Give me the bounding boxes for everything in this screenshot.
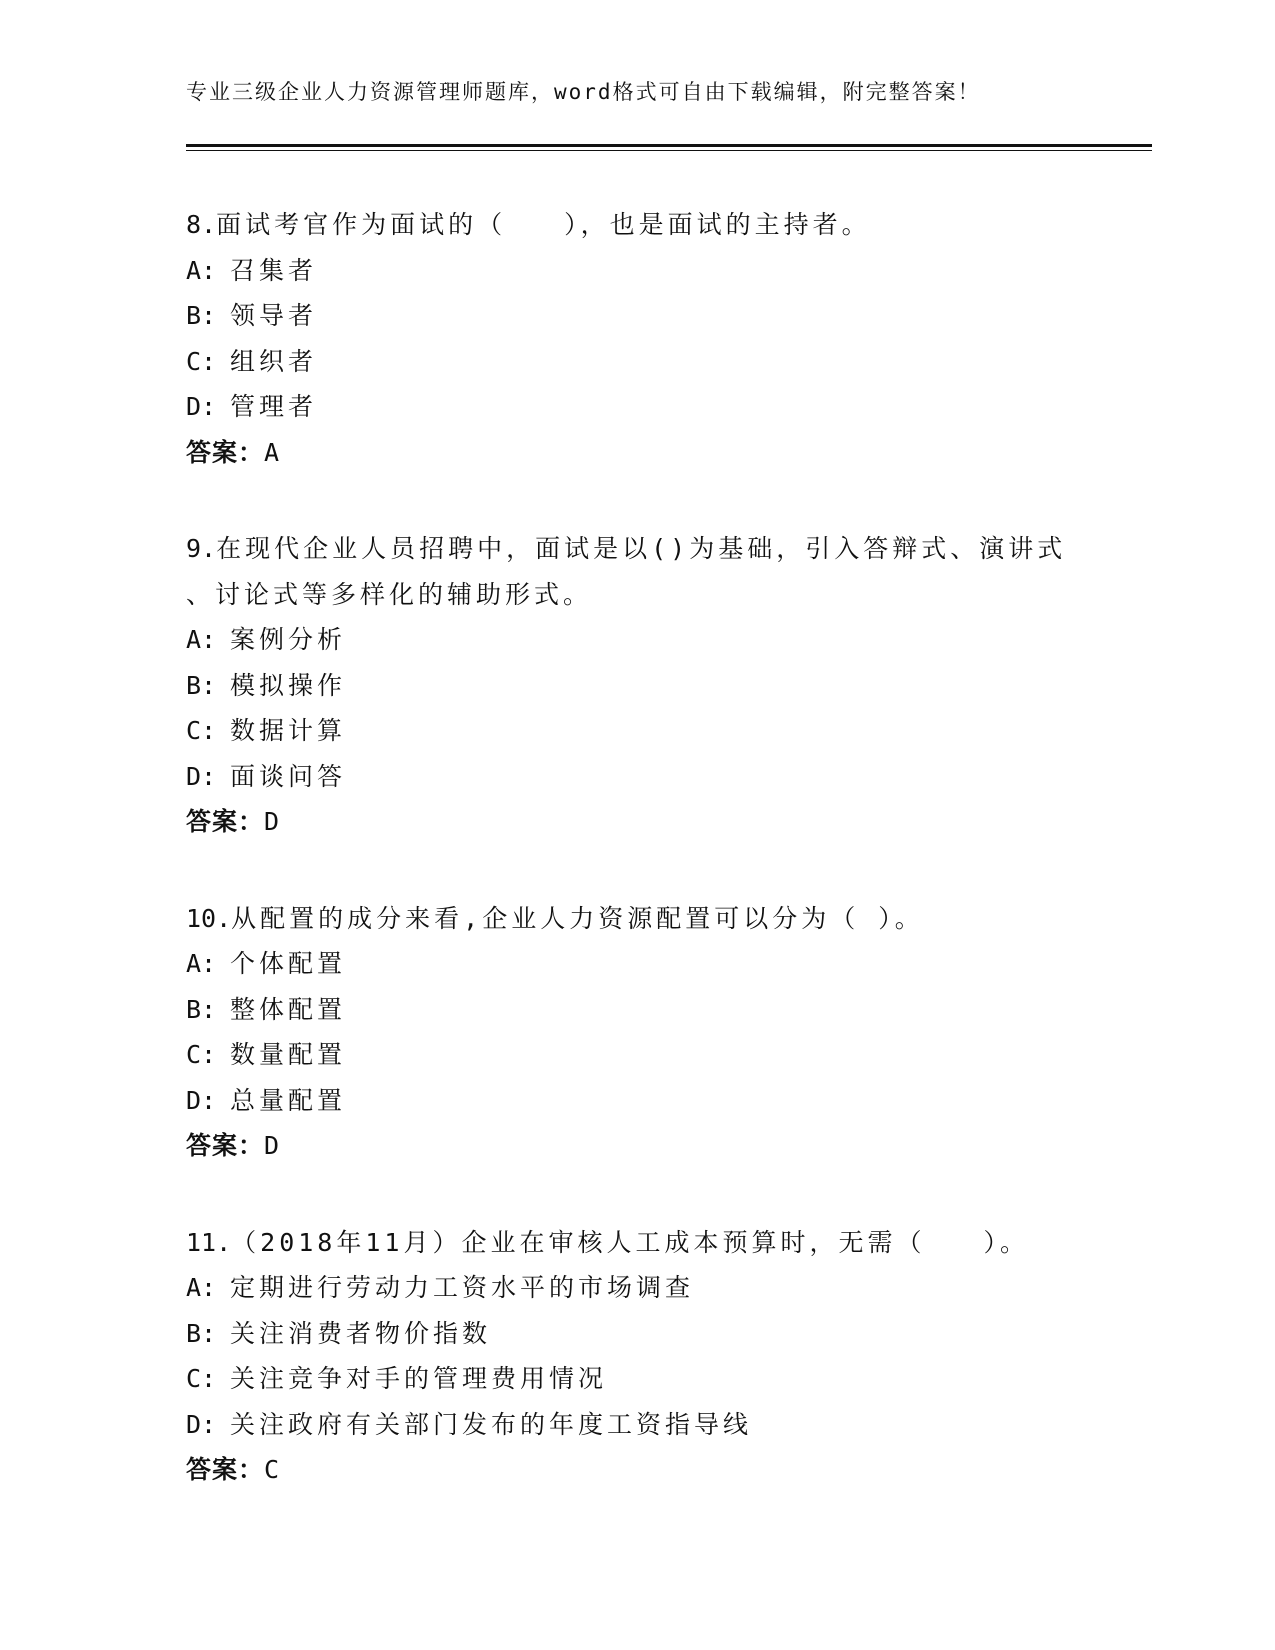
option-text: 管理者 [230, 392, 318, 421]
option-c [186, 708, 1086, 754]
question-list [186, 202, 1086, 1544]
option-d [186, 1402, 1086, 1448]
option-b [186, 663, 1086, 709]
answer-value: A [264, 437, 280, 467]
question-number: 11. [186, 1227, 232, 1257]
answer-value: D [264, 807, 280, 836]
header-rule-thick [186, 144, 1152, 147]
answer-line [186, 430, 1086, 476]
option-a [186, 248, 1086, 294]
question-stem [186, 526, 1086, 572]
option-c [186, 339, 1086, 385]
answer-line [186, 1447, 1086, 1493]
answer-label: 答案： [186, 1455, 265, 1484]
page-header: 专业三级企业人力资源管理师题库，word格式可自由下载编辑，附完整答案！ [186, 80, 981, 104]
option-letter: A: [186, 625, 217, 654]
option-text: 总量配置 [230, 1085, 347, 1115]
question-text-continued: 、讨论式等多样化的辅助形式。 [186, 579, 593, 609]
option-text: 关注政府有关部门发布的年度工资指导线 [230, 1409, 753, 1439]
answer-label: 答案： [186, 1131, 265, 1160]
option-b [186, 1311, 1086, 1357]
answer-label: 答案： [186, 807, 265, 836]
option-text: 领导者 [230, 301, 318, 330]
option-letter: C: [186, 1040, 217, 1069]
option-letter: A: [186, 255, 217, 285]
answer-value: C [264, 1455, 280, 1484]
question-9 [186, 526, 1086, 845]
option-a [186, 1265, 1086, 1311]
option-c [186, 1032, 1086, 1078]
option-d [186, 1078, 1086, 1124]
option-letter: C: [186, 716, 217, 745]
option-text: 个体配置 [230, 949, 347, 978]
option-letter: D: [186, 761, 217, 791]
question-text: 面试考官作为面试的（ ），也是面试的主持者。 [216, 210, 871, 239]
option-text: 模拟操作 [230, 670, 347, 700]
option-b [186, 293, 1086, 339]
question-10 [186, 896, 1086, 1169]
option-letter: B: [186, 301, 217, 330]
option-text: 整体配置 [230, 994, 347, 1024]
option-text: 数量配置 [230, 1040, 347, 1069]
option-letter: B: [186, 1318, 217, 1348]
option-text: 数据计算 [230, 716, 347, 745]
option-letter: C: [186, 346, 217, 376]
question-stem [186, 896, 1086, 942]
option-text: 关注消费者物价指数 [230, 1318, 492, 1348]
question-stem [186, 1220, 1086, 1266]
option-b [186, 987, 1086, 1033]
option-c [186, 1356, 1086, 1402]
option-letter: A: [186, 1273, 217, 1302]
option-text: 关注竞争对手的管理费用情况 [230, 1364, 608, 1393]
question-number: 9. [186, 534, 217, 563]
option-letter: D: [186, 1409, 217, 1439]
option-a [186, 941, 1086, 987]
question-8 [186, 202, 1086, 475]
question-number: 8. [186, 210, 217, 239]
question-text: 在现代企业人员招聘中，面试是以()为基础，引入答辩式、演讲式 [216, 534, 1067, 563]
option-text: 组织者 [230, 346, 318, 376]
option-a [186, 617, 1086, 663]
question-text: （2018年11月）企业在审核人工成本预算时，无需（ ）。 [231, 1227, 1029, 1257]
header-rule-thin [186, 150, 1152, 151]
option-d [186, 384, 1086, 430]
option-d [186, 754, 1086, 800]
answer-label: 答案： [186, 437, 265, 467]
option-text: 召集者 [230, 255, 318, 285]
option-letter: B: [186, 994, 217, 1024]
option-text: 面谈问答 [230, 761, 347, 791]
answer-line [186, 799, 1086, 845]
answer-line [186, 1123, 1086, 1169]
question-number: 10. [186, 903, 232, 933]
option-letter: B: [186, 670, 217, 700]
question-11 [186, 1220, 1086, 1493]
answer-value: D [264, 1131, 280, 1160]
option-letter: C: [186, 1364, 217, 1393]
question-text: 从配置的成分来看,企业人力资源配置可以分为（ ）。 [231, 903, 924, 933]
option-letter: D: [186, 392, 217, 421]
option-letter: D: [186, 1085, 217, 1115]
option-text: 定期进行劳动力工资水平的市场调查 [230, 1273, 695, 1302]
question-stem [186, 202, 1086, 248]
option-text: 案例分析 [230, 625, 347, 654]
option-letter: A: [186, 949, 217, 978]
